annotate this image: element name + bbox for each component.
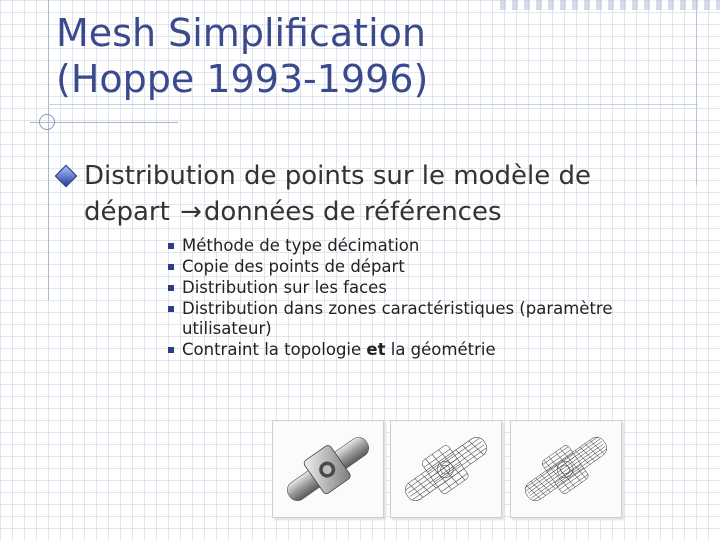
mesh-solid-image bbox=[273, 421, 383, 517]
sub-bullet-text: Méthode de type décimation bbox=[182, 236, 420, 255]
mesh-figure-solid bbox=[272, 420, 384, 518]
mesh-dense-wireframe-image bbox=[511, 421, 621, 517]
decorative-vertical-line bbox=[48, 0, 49, 300]
sub-bullet-item bbox=[168, 340, 668, 360]
mesh-wireframe-image bbox=[391, 421, 501, 517]
sub-bullet-text: Contraint la topologie bbox=[182, 340, 367, 359]
decorative-right-line bbox=[696, 0, 697, 185]
main-bullet-line2 bbox=[84, 194, 658, 230]
decorative-title-rule bbox=[48, 104, 698, 105]
sub-bullet-item bbox=[168, 236, 668, 256]
right-arrow-icon: → bbox=[180, 197, 202, 227]
sub-bullet-text: la géométrie bbox=[385, 340, 496, 359]
sub-bullet-text: Distribution sur les faces bbox=[182, 278, 387, 297]
sub-bullet-text: Copie des points de départ bbox=[182, 257, 405, 276]
main-bullet bbox=[58, 158, 658, 230]
slide-title bbox=[56, 10, 428, 102]
mesh-figure-dense-wireframe bbox=[510, 420, 622, 518]
crosshair-icon bbox=[39, 114, 55, 130]
main-bullet-start: départ bbox=[84, 197, 170, 227]
sub-bullet-item bbox=[168, 299, 668, 339]
square-bullet-icon bbox=[168, 285, 174, 291]
main-bullet-line1: Distribution de points sur le modèle de bbox=[84, 161, 592, 191]
sub-bullet-item bbox=[168, 257, 668, 277]
square-bullet-icon bbox=[168, 264, 174, 270]
main-bullet-end: données de références bbox=[203, 197, 502, 227]
slide-title-line1: Mesh Simplification bbox=[56, 11, 426, 55]
square-bullet-icon bbox=[168, 347, 174, 353]
sub-bullet-item bbox=[168, 278, 668, 298]
square-bullet-icon bbox=[168, 243, 174, 249]
sub-bullet-list bbox=[168, 236, 668, 361]
sub-bullet-text: Distribution dans zones caractéristiques (paramètre bbox=[182, 299, 613, 318]
square-bullet-icon bbox=[168, 306, 174, 312]
sub-bullet-bold: et bbox=[366, 340, 386, 359]
diamond-bullet-icon bbox=[55, 165, 78, 188]
mesh-figure-wireframe bbox=[390, 420, 502, 518]
sub-bullet-text-continued: utilisateur) bbox=[182, 319, 272, 338]
slide-title-line2: (Hoppe 1993-1996) bbox=[56, 57, 429, 101]
decorative-top-strip bbox=[500, 0, 720, 10]
